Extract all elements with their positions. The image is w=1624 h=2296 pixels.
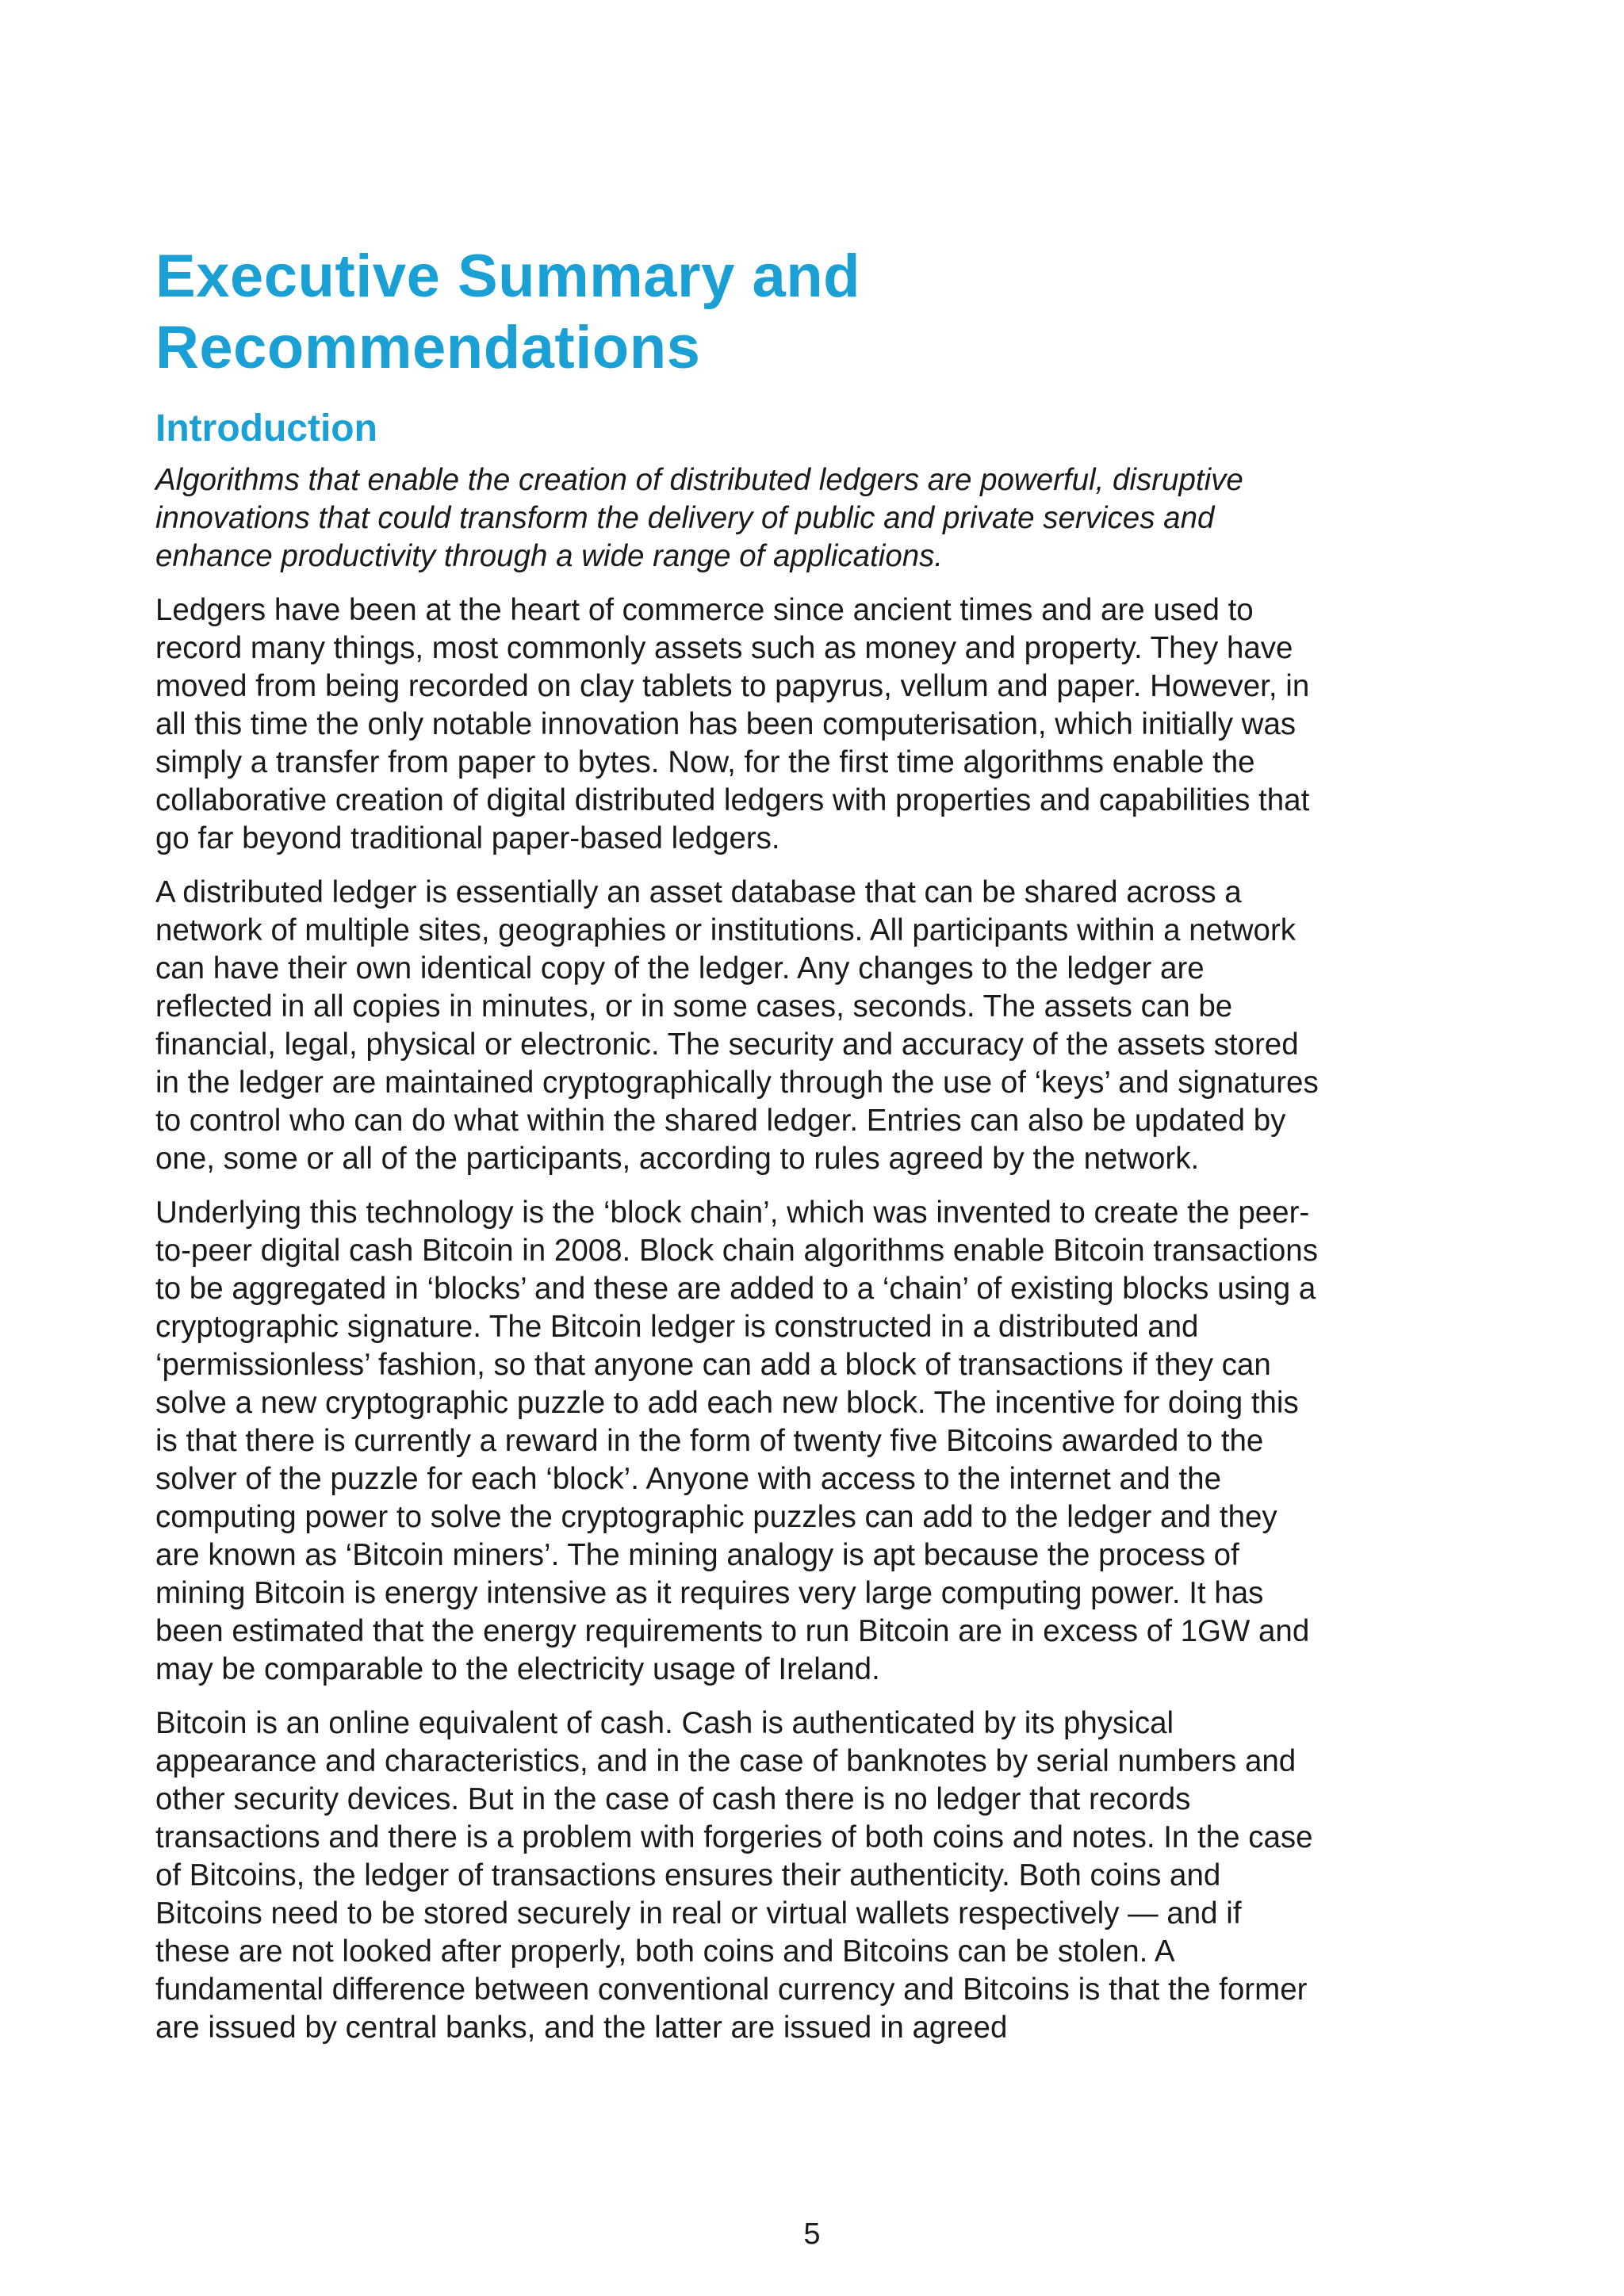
paragraph-block-chain: Underlying this technology is the ‘block chain’, which was invented to create the peer-to-peer digital cash Bitcoin in 2008. Block chain algorithms enable Bitcoin transactions to be aggregated in ‘blocks’ and these are added to a ‘chain’ of existing blocks using a cryptographic signature. The Bitcoin ledger is constructed in a distributed and ‘permissionless’ fashion, so that anyone can add a block of transactions if they can solve a new cryptographic puzzle to add each new block. The incentive for doing this is that there is currently a reward in the form of twenty five Bitcoins awarded to the solver of the puzzle for each ‘block’. Anyone with access to the internet and the computing power to solve the cryptographic puzzles can add to the ledger and they are known as ‘Bitcoin miners’. The mining analogy is apt because the process of mining Bitcoin is energy intensive as it requires very large computing power. It has been estimated that the energy requirements to run Bitcoin are in excess of 1GW and may be comparable to the electricity usage of Ireland. bbox=[155, 1196, 1318, 1686]
section-heading-introduction: Introduction bbox=[155, 408, 377, 450]
paragraph-distributed-ledger: A distributed ledger is essentially an asset database that can be shared across a network of multiple sites, geographies or institutions. All participants within a network can have their own identical copy of the ledger. Any changes to the ledger are reflected in all copies in minutes, or in some cases, seconds. The assets can be financial, legal, physical or electronic. The security and accuracy of the assets stored in the ledger are maintained cryptographically through the use of ‘keys’ and signatures to control who can do what within the shared ledger. Entries can also be updated by one, some or all of the participants, according to rules agreed by the network. bbox=[155, 875, 1319, 1176]
paragraph-bitcoin-cash: Bitcoin is an online equivalent of cash. Cash is authenticated by its physical appearance and characteristics, and in the case of banknotes by serial numbers and other security devices. But in the case of cash there is no ledger that records transactions and there is a problem with forgeries of both coins and notes. In the case of Bitcoins, the ledger of transactions ensures their authenticity. Both coins and Bitcoins need to be stored securely in real or virtual wallets respectively — and if these are not looked after properly, both coins and Bitcoins can be stolen. A fundamental difference between conventional currency and Bitcoins is that the former are issued by central banks, and the latter are issued in agreed bbox=[155, 1706, 1313, 2045]
page-title-line-2: Recommendations bbox=[155, 314, 701, 381]
document-page bbox=[155, 241, 1321, 2063]
page-title-line-1: Executive Summary and bbox=[155, 243, 861, 310]
page-number: 5 bbox=[803, 2218, 821, 2251]
page-title bbox=[155, 241, 1321, 384]
paragraph-ledgers-history: Ledgers have been at the heart of commerce since ancient times and are used to record many things, most commonly assets such as money and property. They have moved from being recorded on clay tablets to papyrus, vellum and paper. However, in all this time the only notable innovation has been computerisation, which initially was simply a transfer from paper to bytes. Now, for the first time algorithms enable the collaborative creation of digital distributed ledgers with properties and capabilities that go far beyond traditional paper-based ledgers. bbox=[155, 593, 1310, 855]
intro-summary: Algorithms that enable the creation of distributed ledgers are powerful, disruptive innovations that could transform the delivery of public and private services and enhance productivity through a wide range of applications. bbox=[155, 463, 1243, 573]
